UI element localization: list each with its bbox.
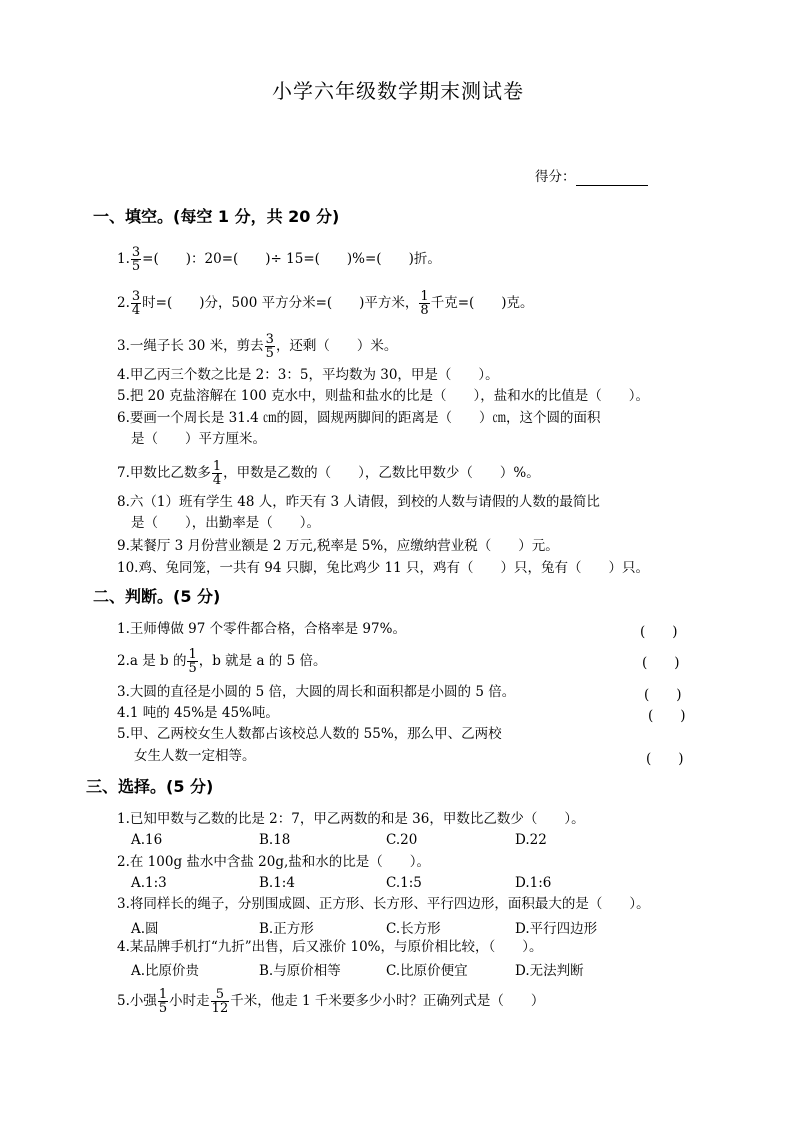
choice-question-2: 2.在 100g 盐水中含盐 20g,盐和水的比是（ ）。 xyxy=(117,854,431,870)
q-text: ，还剩（ ）米。 xyxy=(275,338,398,354)
judge-answer-1[interactable]: ( ) xyxy=(640,624,678,640)
choice-option[interactable]: B.18 xyxy=(259,832,291,848)
section-judge-heading: 二、判断。(5 分) xyxy=(93,587,221,606)
q-text: 小时走 xyxy=(169,993,210,1009)
fraction xyxy=(265,333,275,360)
judge-answer-3[interactable]: ( ) xyxy=(644,687,682,703)
denominator: 5 xyxy=(265,346,274,361)
denominator: 8 xyxy=(420,303,429,318)
fill-question-8: 8.六（1）班有学生 48 人，昨天有 3 人请假，到校的人数与请假的人数的最简比 xyxy=(117,494,600,510)
denominator: 5 xyxy=(131,259,141,274)
denominator: 4 xyxy=(131,303,141,318)
judge-question-1: 1.王师傅做 97 个零件都合格，合格率是 97%。 xyxy=(117,621,406,637)
fill-question-1 xyxy=(117,246,441,273)
numerator: 3 xyxy=(265,332,274,347)
numerator: 1 xyxy=(212,459,222,474)
numerator: 3 xyxy=(131,289,141,304)
fill-question-9: 9.某餐厅 3 月份营业额是 2 万元,税率是 5%，应缴纳营业税（ ）元。 xyxy=(117,538,559,554)
fill-question-6: 6.要画一个周长是 31.4 ㎝的圆，圆规两脚间的距离是（ ）㎝，这个圆的面积 xyxy=(117,410,601,426)
choice-question-5 xyxy=(117,988,544,1015)
denominator: 5 xyxy=(158,1001,168,1016)
choice-option[interactable]: C.长方形 xyxy=(386,921,441,937)
fill-question-10: 10.鸡、兔同笼，一共有 94 只脚，兔比鸡少 11 只，鸡有（ ）只，兔有（ ）只。 xyxy=(117,560,649,576)
fill-question-4: 4.甲乙丙三个数之比是 2：3：5，平均数为 30，甲是（ ）。 xyxy=(117,367,499,383)
choice-option[interactable]: D.22 xyxy=(515,832,547,848)
q-text: 2.a 是 b 的 xyxy=(117,653,187,669)
numerator: 1 xyxy=(158,987,168,1002)
fill-question-5: 5.把 20 克盐溶解在 100 克水中，则盐和盐水的比是（ ），盐和水的比值是（ ）。 xyxy=(117,388,649,404)
choice-option[interactable]: A.比原价贵 xyxy=(131,963,200,979)
fraction xyxy=(131,290,141,317)
fill-question-8-cont: 是（ ），出勤率是（ ）。 xyxy=(131,515,320,531)
judge-answer-4[interactable]: ( ) xyxy=(648,708,686,724)
numerator: 5 xyxy=(211,988,230,1002)
q-number: 1. xyxy=(117,251,130,267)
q-text: ，甲数是乙数的（ ），乙数比甲数少（ ）%。 xyxy=(223,465,540,481)
fill-question-6-cont: 是（ ）平方厘米。 xyxy=(131,431,266,447)
numerator: 1 xyxy=(420,289,429,304)
q-text: 千米，他走 1 千米要多少小时？正确列式是（ ） xyxy=(230,993,545,1009)
fill-question-7 xyxy=(117,460,540,487)
judge-question-2 xyxy=(117,648,326,675)
choice-option[interactable]: A.16 xyxy=(131,832,163,848)
judge-question-5-cont: 女生人数一定相等。 xyxy=(134,748,256,764)
q-text: 3.一绳子长 30 米，剪去 xyxy=(117,338,264,354)
choice-question-1: 1.已知甲数与乙数的比是 2：7，甲乙两数的和是 36，甲数比乙数少（ ）。 xyxy=(117,811,585,827)
choice-question-4: 4.某品牌手机打“九折”出售，后又涨价 10%，与原价相比较，（ ）。 xyxy=(117,939,543,955)
choice-option[interactable]: C.1:5 xyxy=(386,875,422,891)
q-text: 7.甲数比乙数多 xyxy=(117,465,211,481)
numerator: 1 xyxy=(188,647,197,662)
choice-option[interactable]: C.20 xyxy=(386,832,418,848)
denominator: 5 xyxy=(188,661,197,676)
fraction xyxy=(158,988,168,1015)
section-fill-heading: 一、填空。(每空 1 分，共 20 分) xyxy=(93,207,340,226)
judge-question-4: 4.1 吨的 45%是 45%吨。 xyxy=(117,705,279,721)
judge-answer-5[interactable]: ( ) xyxy=(646,751,684,767)
choice-question-3: 3.将同样长的绳子，分别围成圆、正方形、长方形、平行四边形，面积最大的是（ ）。 xyxy=(117,896,650,912)
choice-option[interactable]: C.比原价便宜 xyxy=(386,963,468,979)
q-text: 5.小强 xyxy=(117,993,157,1009)
section-choice-heading: 三、选择。(5 分) xyxy=(86,777,214,796)
denominator: 12 xyxy=(211,1001,229,1016)
q-number: 2. xyxy=(117,295,130,311)
q-text: ，b 就是 a 的 5 倍。 xyxy=(198,653,327,669)
choice-option[interactable]: D.1:6 xyxy=(515,875,552,891)
fraction xyxy=(187,648,197,675)
q-text: 时=( )分，500 平方分米=( )平方米， xyxy=(142,295,419,311)
fraction xyxy=(131,246,141,273)
denominator: 4 xyxy=(212,473,222,488)
fill-question-3 xyxy=(117,333,397,360)
fraction xyxy=(419,290,429,317)
score-label-text: 得分： xyxy=(535,169,576,185)
choice-option[interactable]: A.1:3 xyxy=(131,875,167,891)
choice-option[interactable]: B.1:4 xyxy=(259,875,295,891)
judge-question-5: 5.甲、乙两校女生人数都占该校总人数的 55%，那么甲、乙两校 xyxy=(117,726,502,742)
judge-answer-2[interactable]: ( ) xyxy=(642,655,680,671)
fraction xyxy=(211,988,230,1015)
choice-option[interactable]: B.正方形 xyxy=(259,921,314,937)
judge-question-3: 3.大圆的直径是小圆的 5 倍，大圆的周长和面积都是小圆的 5 倍。 xyxy=(117,684,516,700)
q-text: 千克=( )克。 xyxy=(430,295,534,311)
fraction xyxy=(212,460,222,487)
page-title: 小学六年级数学期末测试卷 xyxy=(272,79,524,103)
choice-option[interactable]: D.平行四边形 xyxy=(515,921,598,937)
score-label xyxy=(535,168,648,186)
fill-question-2 xyxy=(117,290,534,317)
choice-option[interactable]: B.与原价相等 xyxy=(259,963,341,979)
numerator: 3 xyxy=(131,245,141,260)
choice-option[interactable]: A.圆 xyxy=(131,921,159,937)
score-blank[interactable] xyxy=(576,171,648,186)
q-text: =( )：20=( )÷ 15=( )%=( )折。 xyxy=(142,251,441,267)
choice-option[interactable]: D.无法判断 xyxy=(515,963,584,979)
